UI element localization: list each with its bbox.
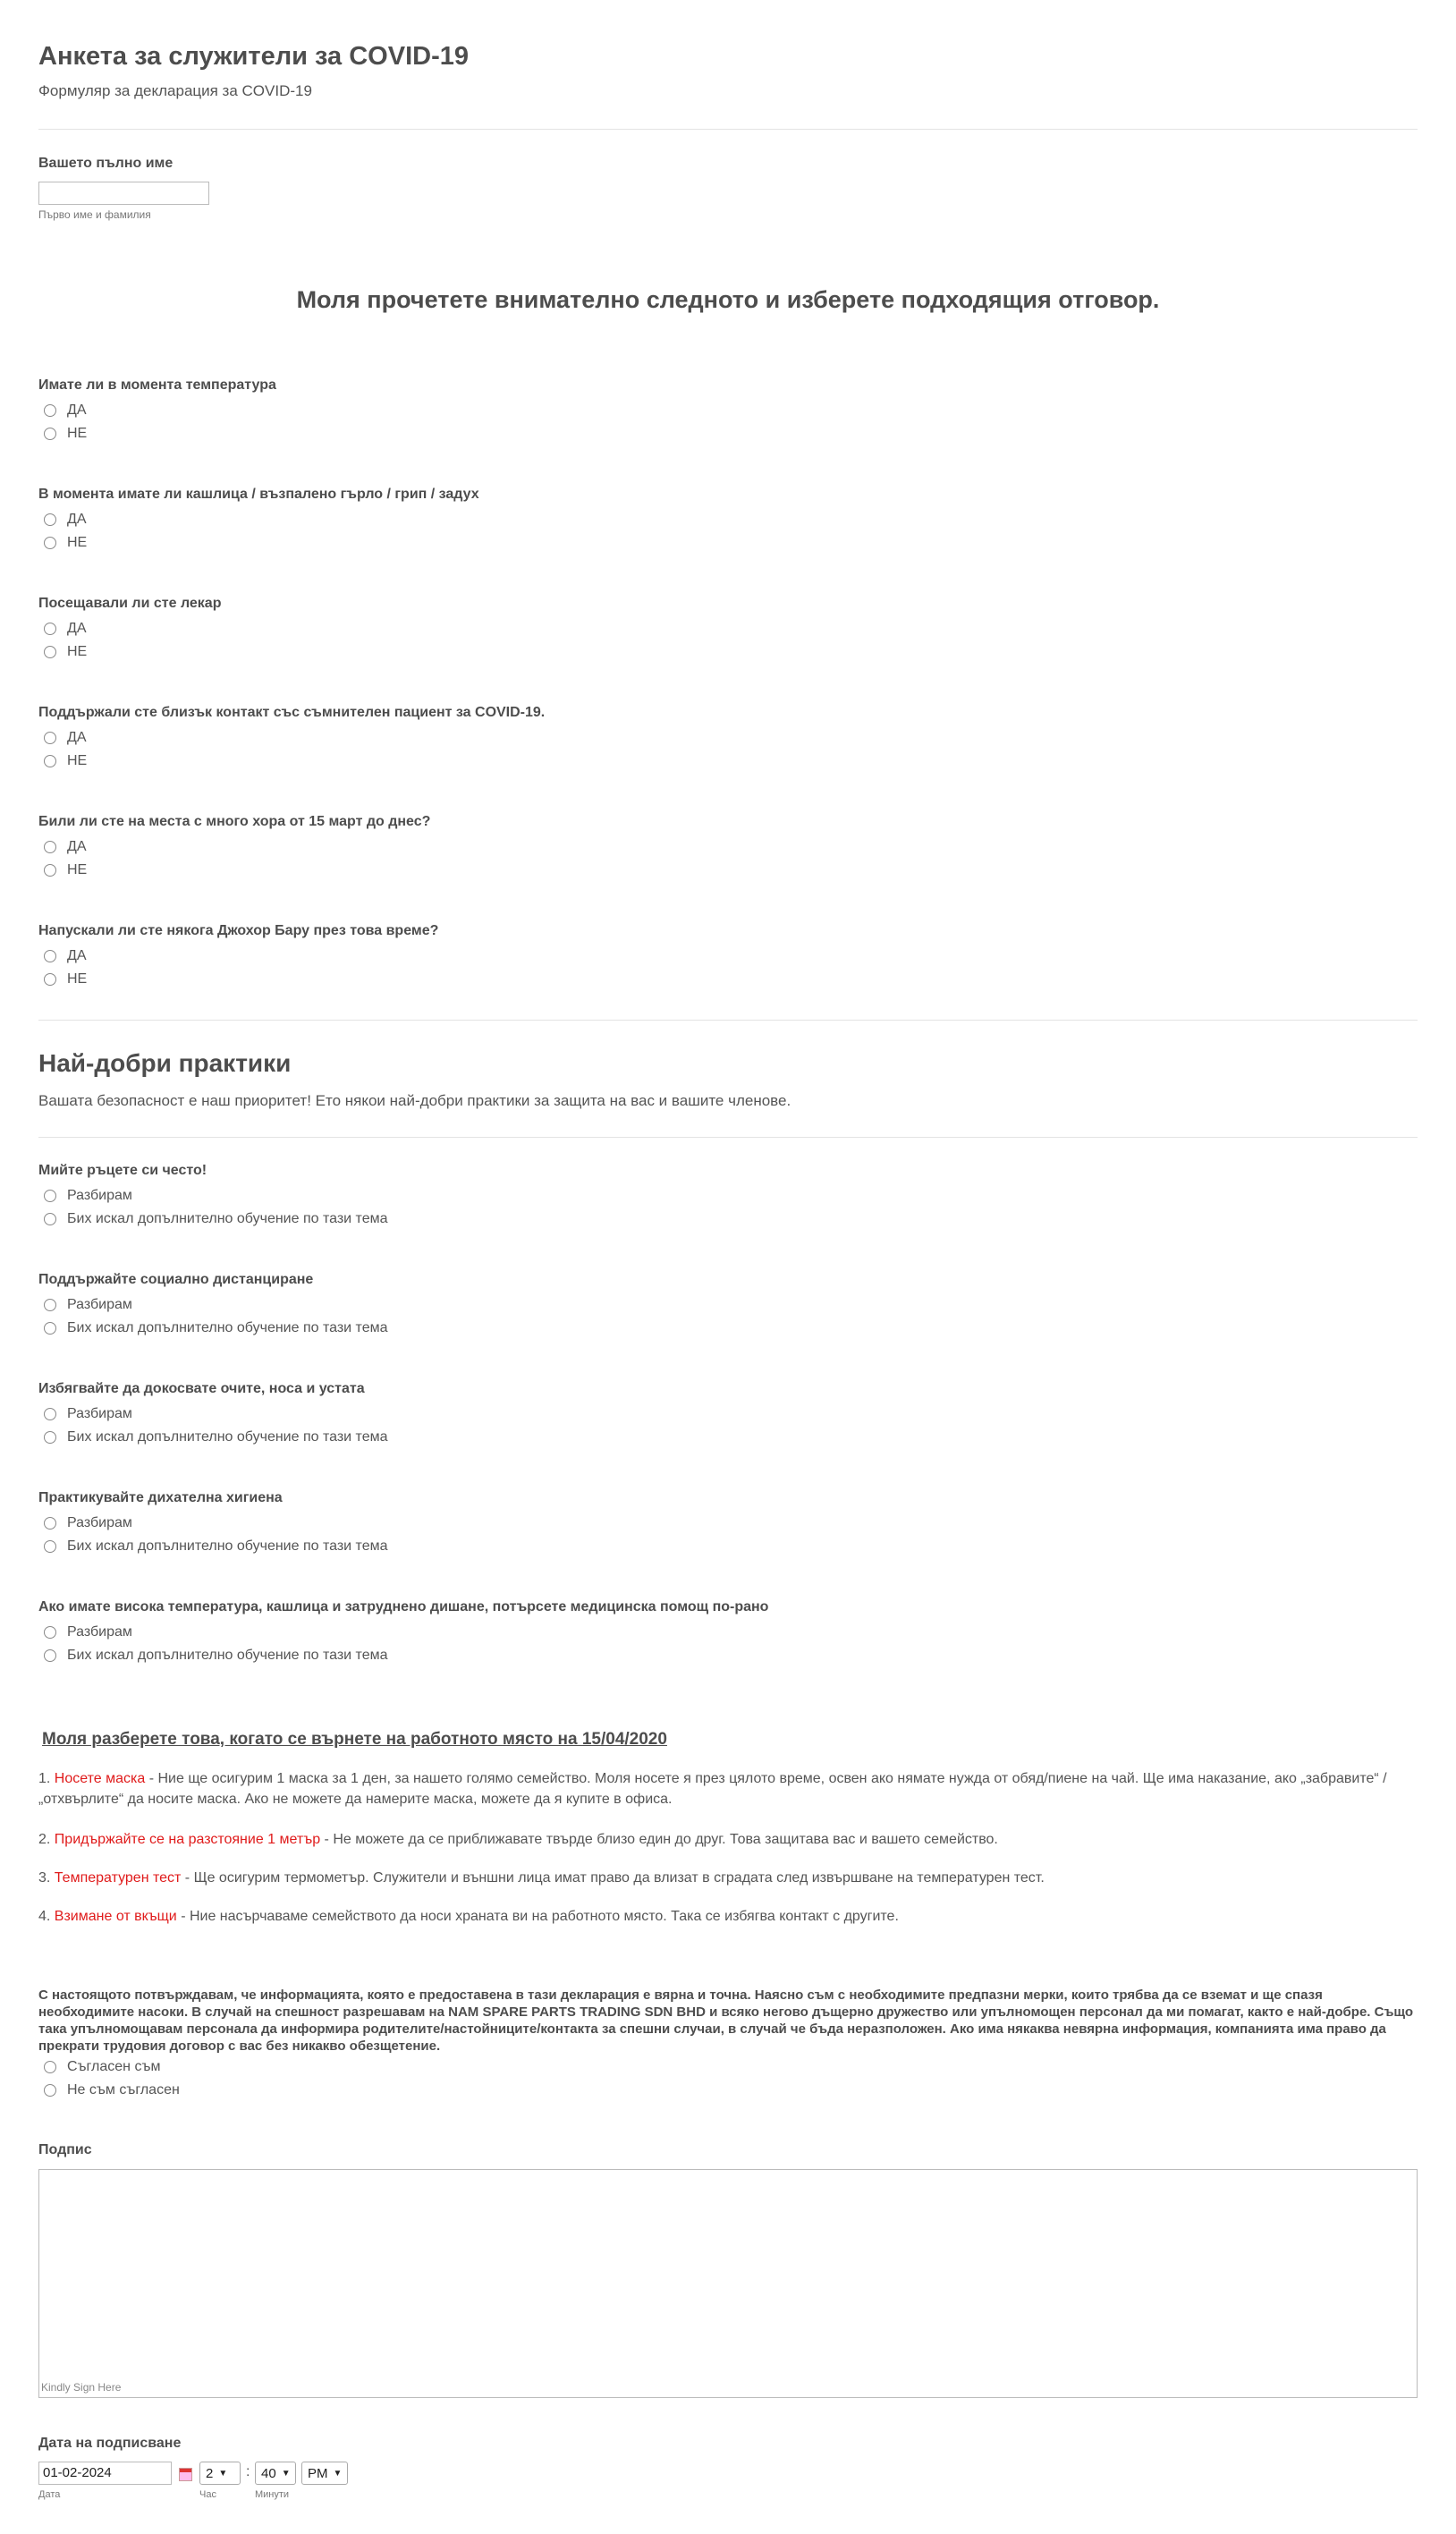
notice-item <box>38 1768 1418 1809</box>
radio-label: Бих искал допълнително обучение по тази тема <box>67 1211 388 1226</box>
form-subtitle: Формуляр за декларация за COVID-19 <box>38 82 312 99</box>
divider <box>38 1020 1418 1021</box>
radio-button[interactable] <box>44 1540 56 1553</box>
minute-select[interactable] <box>255 2462 296 2485</box>
radio-button[interactable] <box>44 950 56 962</box>
radio-label: Разбирам <box>67 1297 132 1312</box>
radio-button[interactable] <box>44 2084 56 2097</box>
divider <box>38 129 1418 130</box>
radio-button[interactable] <box>44 1213 56 1225</box>
radio-label: НЕ <box>67 535 88 550</box>
radio-label: НЕ <box>67 753 88 768</box>
section-title: Най-добри практики <box>38 1049 292 1077</box>
ampm-value: PM <box>308 2465 328 2481</box>
radio-option[interactable] <box>44 862 87 878</box>
notice-item <box>38 1829 1418 1850</box>
radio-label: ДА <box>67 948 87 963</box>
radio-label: Разбирам <box>67 1406 132 1421</box>
question-label: Били ли сте на места с много хора от 15 март до днес? <box>38 814 431 829</box>
notice-number: 1. <box>38 1771 55 1786</box>
question-label: В момента имате ли кашлица / възпалено гърло / грип / задух <box>38 487 479 502</box>
notice-highlight: Придържайте се на разстояние 1 метър <box>54 1832 321 1847</box>
practice-label: Мийте ръцете си често! <box>38 1163 207 1178</box>
radio-option[interactable] <box>44 1297 132 1313</box>
radio-option[interactable] <box>44 1429 388 1445</box>
radio-button[interactable] <box>44 1299 56 1311</box>
radio-option[interactable] <box>44 2059 160 2075</box>
radio-button[interactable] <box>44 623 56 635</box>
notice-text: - Не можете да се приближавате твърде близо един до друг. Това защитава вас и вашето семейство. <box>320 1832 998 1847</box>
hour-sublabel: Час <box>199 2489 216 2500</box>
radio-button[interactable] <box>44 1431 56 1444</box>
chevron-down-icon: ▼ <box>333 2468 343 2479</box>
radio-button[interactable] <box>44 428 56 440</box>
radio-label: НЕ <box>67 971 88 987</box>
full-name-sublabel: Първо име и фамилия <box>38 208 151 221</box>
radio-option[interactable] <box>44 1320 388 1336</box>
radio-option[interactable] <box>44 535 87 551</box>
radio-button[interactable] <box>44 404 56 417</box>
radio-label: НЕ <box>67 426 88 441</box>
radio-option[interactable] <box>44 512 87 528</box>
consent-statement: С настоящото потвърждавам, че информацията, която е предоставена в тази декларация е вярна и точна. Наясно съм с необходимите предпазни мерки, които трябва да се вземат и ще спазя необходимите насоки. В случай на спешност разрешавам на NAM SPARE PARTS TRADING SDN BHD и всяко негово дъщерно дружество или упълномощен персонал да ми помагат, както е най-добре. Също така упълномощавам персонала да информира родителите/настойниците/контакта за спешни случаи, в случай че бъда неразположен. Ако има някаква невярна информация, компанията има право да прекрати трудовия договор с вас без никакво обезщетение. <box>38 1987 1414 2054</box>
radio-label: Не съм съгласен <box>67 2082 180 2098</box>
radio-button[interactable] <box>44 973 56 986</box>
signature-label: Подпис <box>38 2142 92 2157</box>
question-label: Имате ли в момента температура <box>38 377 276 393</box>
radio-option[interactable] <box>44 2082 180 2098</box>
date-input[interactable]: 01-02-2024 <box>38 2462 172 2485</box>
instruction-heading: Моля прочетете внимателно следното и изберете подходящия отговор. <box>296 286 1160 313</box>
radio-button[interactable] <box>44 864 56 877</box>
minute-sublabel: Минути <box>255 2489 290 2500</box>
radio-option[interactable] <box>44 644 87 660</box>
radio-option[interactable] <box>44 1648 388 1664</box>
notice-highlight: Взимане от вкъщи <box>54 1909 177 1924</box>
practice-label: Поддържайте социално дистанциране <box>38 1272 314 1287</box>
radio-button[interactable] <box>44 2061 56 2073</box>
radio-label: Разбирам <box>67 1624 132 1640</box>
radio-option[interactable] <box>44 1538 388 1555</box>
date-sublabel: Дата <box>38 2489 61 2500</box>
radio-option[interactable] <box>44 948 87 964</box>
radio-option[interactable] <box>44 621 87 637</box>
practice-label: Избягвайте да докосвате очите, носа и устата <box>38 1381 365 1396</box>
radio-label: Разбирам <box>67 1188 132 1203</box>
radio-option[interactable] <box>44 426 87 442</box>
radio-label: Бих искал допълнително обучение по тази тема <box>67 1320 388 1335</box>
full-name-label: Вашето пълно име <box>38 156 174 171</box>
radio-button[interactable] <box>44 513 56 526</box>
notice-text: - Ние насърчаваме семейството да носи храната ви на работното място. Така се избягва контакт с другите. <box>176 1909 899 1924</box>
radio-button[interactable] <box>44 1626 56 1639</box>
radio-button[interactable] <box>44 755 56 767</box>
chevron-down-icon: ▼ <box>281 2468 291 2479</box>
minute-value: 40 <box>261 2465 276 2481</box>
time-separator: : <box>246 2464 250 2479</box>
notice-number: 3. <box>38 1870 55 1886</box>
radio-label: Съгласен съм <box>67 2059 161 2074</box>
radio-option[interactable] <box>44 1624 132 1640</box>
notice-number: 4. <box>38 1909 55 1924</box>
radio-button[interactable] <box>44 732 56 744</box>
notice-title: Моля разберете това, когато се върнете на работното място на 15/04/2020 <box>42 1730 667 1749</box>
radio-option[interactable] <box>44 1515 132 1531</box>
radio-label: НЕ <box>67 644 88 659</box>
radio-option[interactable] <box>44 730 87 746</box>
hour-select[interactable] <box>199 2462 241 2485</box>
radio-option[interactable] <box>44 403 87 419</box>
signature-pad[interactable] <box>38 2169 1418 2398</box>
notice-highlight: Носете маска <box>54 1771 146 1786</box>
practice-label: Ако имате висока температура, кашлица и затруднено дишане, потърсете медицинска помощ по-рано <box>38 1599 769 1614</box>
radio-label: Разбирам <box>67 1515 132 1530</box>
radio-option[interactable] <box>44 1211 388 1227</box>
radio-button[interactable] <box>44 1517 56 1530</box>
form-title: Анкета за служители за COVID-19 <box>38 42 469 71</box>
radio-button[interactable] <box>44 841 56 853</box>
notice-text: - Ние ще осигурим 1 маска за 1 ден, за нашето голямо семейство. Моля носете я през цялото време, освен ако нямате нужда от обяд/пиене на чай. Ще има наказание, ако „забравите“ / „отхвърлите“ да носите маска. Ако не можете да намерите маска, можете да я купите в офиса. <box>38 1771 1387 1807</box>
notice-item <box>38 1868 1418 1888</box>
radio-button[interactable] <box>44 1322 56 1335</box>
radio-button[interactable] <box>44 1649 56 1662</box>
divider <box>38 1137 1418 1138</box>
question-label: Напускали ли сте някога Джохор Бару през това време? <box>38 923 439 938</box>
notice-highlight: Температурен тест <box>54 1870 182 1886</box>
radio-option[interactable] <box>44 1188 132 1204</box>
notice-text: - Ще осигурим термометър. Служители и външни лица имат право да влизат в сградата след извършване на температурен тест. <box>181 1870 1045 1886</box>
ampm-select[interactable] <box>301 2462 348 2485</box>
notice-item <box>38 1906 1418 1927</box>
radio-label: ДА <box>67 621 87 636</box>
radio-button[interactable] <box>44 646 56 658</box>
radio-label: ДА <box>67 839 87 854</box>
radio-option[interactable] <box>44 971 87 987</box>
radio-label: Бих искал допълнително обучение по тази тема <box>67 1429 388 1445</box>
calendar-icon[interactable] <box>179 2468 192 2481</box>
hour-value: 2 <box>206 2465 214 2481</box>
question-label: Поддържали сте близък контакт със съмнителен пациент за COVID-19. <box>38 705 546 720</box>
chevron-down-icon: ▼ <box>218 2468 228 2479</box>
radio-button[interactable] <box>44 1408 56 1420</box>
radio-button[interactable] <box>44 1190 56 1202</box>
radio-label: Бих искал допълнително обучение по тази тема <box>67 1648 388 1663</box>
question-label: Посещавали ли сте лекар <box>38 596 222 611</box>
radio-option[interactable] <box>44 839 87 855</box>
sign-date-label: Дата на подписване <box>38 2436 182 2451</box>
radio-option[interactable] <box>44 1406 132 1422</box>
section-description: Вашата безопасност е наш приоритет! Ето някои най-добри практики за защита на вас и вашите членове. <box>38 1092 791 1109</box>
radio-label: ДА <box>67 730 87 745</box>
radio-option[interactable] <box>44 753 87 769</box>
signature-hint: Kindly Sign Here <box>41 2381 122 2394</box>
practice-label: Практикувайте дихателна хигиена <box>38 1490 283 1505</box>
full-name-input[interactable] <box>38 182 209 205</box>
notice-number: 2. <box>38 1832 55 1847</box>
radio-label: ДА <box>67 403 87 418</box>
radio-label: НЕ <box>67 862 88 877</box>
radio-label: ДА <box>67 512 87 527</box>
radio-button[interactable] <box>44 537 56 549</box>
radio-label: Бих искал допълнително обучение по тази тема <box>67 1538 388 1554</box>
